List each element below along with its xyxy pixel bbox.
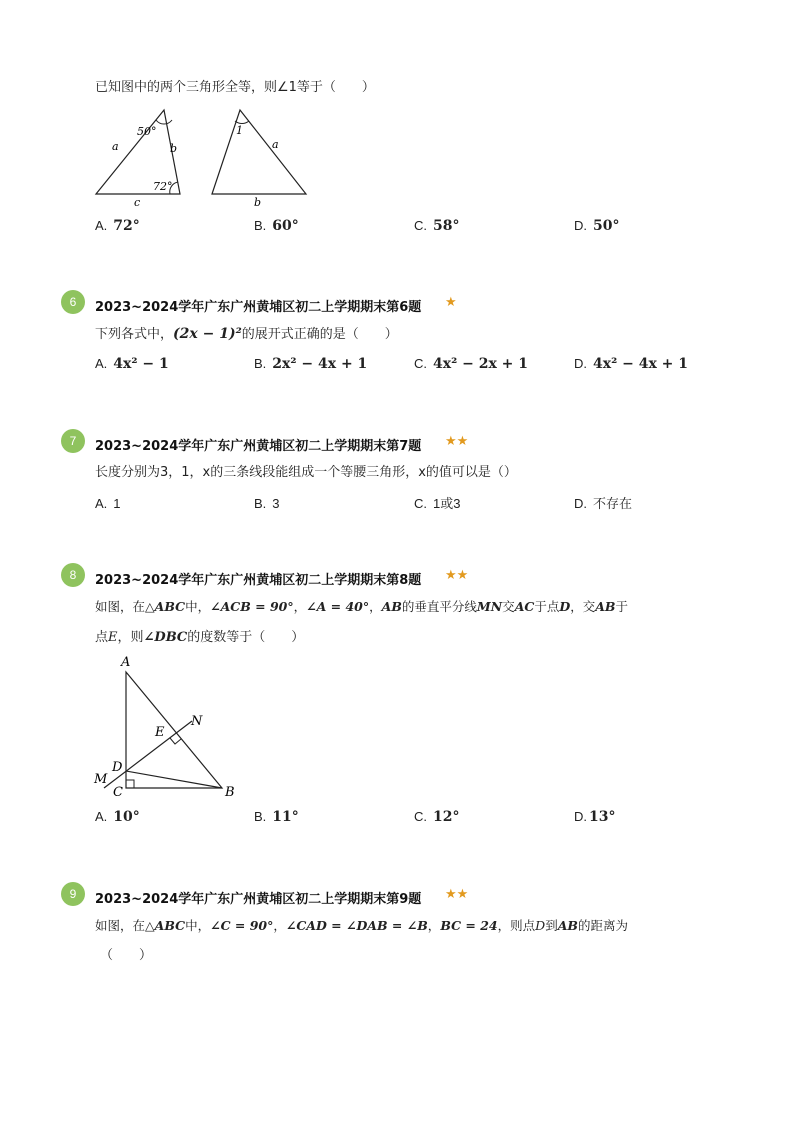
q7-option-c[interactable] <box>414 494 460 515</box>
q5-option-d[interactable] <box>574 216 619 237</box>
option-value: 50° <box>593 218 620 234</box>
option-letter: D. <box>574 496 587 511</box>
q8-option-b[interactable] <box>254 807 299 828</box>
option-letter: B. <box>254 356 267 371</box>
stem-math: ∠C = 90° <box>210 918 274 933</box>
stem-text: ，交 <box>570 599 596 614</box>
q7-option-a[interactable] <box>95 494 121 515</box>
q6-stem <box>95 324 398 345</box>
q9-stem-line1 <box>95 916 628 936</box>
stem-math: (2x − 1)² <box>173 326 242 342</box>
option-letter: C. <box>414 496 427 511</box>
stem-math: ∠A = 40° <box>306 599 370 614</box>
q8-label-c: C <box>113 785 123 800</box>
stem-math: D <box>559 599 571 614</box>
q5-right-triangle <box>212 110 306 194</box>
option-value: 不存在 <box>593 496 633 511</box>
option-value: 72° <box>113 218 140 234</box>
q8-option-c[interactable] <box>414 807 459 828</box>
stem-text: ，则点 <box>497 918 536 933</box>
option-letter: D. <box>574 218 587 233</box>
stem-text: 的垂直平分线 <box>401 599 477 614</box>
q5-label-c-left: c <box>134 196 141 209</box>
option-value: 2x² − 4x + 1 <box>272 356 368 372</box>
stem-text: 交 <box>502 599 515 614</box>
stem-text: ， <box>369 599 382 614</box>
stem-math: ∠ACB = 90° <box>210 599 294 614</box>
q5-option-c[interactable] <box>414 216 459 237</box>
q8-label-n: N <box>191 714 203 729</box>
option-value: 12° <box>433 809 460 825</box>
stem-text: 下列各式中， <box>95 327 174 342</box>
option-letter: D. <box>574 809 587 824</box>
stem-text: ， <box>273 918 286 933</box>
q9-number-badge: 9 <box>61 882 85 906</box>
option-letter: A. <box>95 809 108 824</box>
q8-label-d: D <box>112 760 123 775</box>
q8-option-a[interactable] <box>95 807 140 828</box>
stem-math: E <box>108 630 118 645</box>
stem-text: 如图，在△ <box>95 918 155 933</box>
q6-option-a[interactable] <box>95 354 169 375</box>
q8-label-m: M <box>94 772 108 787</box>
option-letter: A. <box>95 218 108 233</box>
q6-option-c[interactable] <box>414 354 528 375</box>
option-letter: D. <box>574 356 587 371</box>
stem-math: AB <box>595 599 616 614</box>
option-value: 10° <box>113 809 140 825</box>
stem-text: ， <box>427 918 441 933</box>
stem-text: 于点 <box>534 599 560 614</box>
stem-math: ABC <box>154 918 186 933</box>
q8-stem-line2 <box>95 628 304 648</box>
option-value: 1 <box>113 496 121 511</box>
q5-label-b-left: b <box>170 142 178 155</box>
q6-difficulty-stars: ★ <box>445 295 457 310</box>
q5-stem: 已知图中的两个三角形全等，则∠1等于（ ） <box>95 80 375 95</box>
option-letter: A. <box>95 356 108 371</box>
option-value: 58° <box>433 218 460 234</box>
stem-math: AB <box>557 918 578 933</box>
stem-math: BC = 24 <box>440 918 498 933</box>
q8-line-mn <box>104 721 192 788</box>
option-value: 60° <box>272 218 299 234</box>
option-letter: B. <box>254 218 267 233</box>
q5-left-top-angle-arc <box>156 120 172 124</box>
stem-text: 到 <box>545 918 558 933</box>
option-value: 4x² − 2x + 1 <box>433 356 529 372</box>
q9-stem-line2: （ ） <box>100 948 153 963</box>
q7-option-b[interactable] <box>254 494 280 515</box>
q8-label-e: E <box>155 725 165 740</box>
option-letter: C. <box>414 218 427 233</box>
q5-triangles-figure <box>90 102 320 210</box>
q8-triangle-figure <box>88 650 248 800</box>
q8-right-angle-c <box>126 780 134 788</box>
stem-text: 中， <box>185 599 211 614</box>
q8-right-angle-e <box>170 738 181 744</box>
stem-math: AB <box>381 599 402 614</box>
stem-text: 中， <box>185 918 211 933</box>
q6-option-b[interactable] <box>254 354 367 375</box>
option-letter: B. <box>254 496 267 511</box>
stem-math: ABC <box>154 599 186 614</box>
option-value: 13° <box>589 809 616 825</box>
q8-stem-line1 <box>95 597 628 617</box>
q8-option-d[interactable] <box>574 807 615 828</box>
q5-option-b[interactable] <box>254 216 299 237</box>
option-value: 11° <box>272 809 299 825</box>
option-letter: C. <box>414 809 427 824</box>
q6-option-d[interactable] <box>574 354 688 375</box>
stem-text: 于 <box>615 599 629 614</box>
q5-label-50: 50° <box>137 125 157 138</box>
q8-source-title: 2023~2024学年广东广州黄埔区初二上学期期末第8题 <box>95 573 422 588</box>
stem-math: MN <box>476 599 503 614</box>
q6-number-badge: 6 <box>61 290 85 314</box>
q5-label-b-right: b <box>254 196 262 209</box>
q9-source-title: 2023~2024学年广东广州黄埔区初二上学期期末第9题 <box>95 892 422 907</box>
q7-difficulty-stars: ★★ <box>445 434 469 449</box>
stem-text: ，则 <box>117 630 144 645</box>
stem-math: ∠CAD = ∠DAB = ∠B <box>285 918 428 933</box>
stem-text: 的展开式正确的是（ ） <box>241 327 398 342</box>
stem-text: ， <box>293 599 307 614</box>
q5-option-a[interactable] <box>95 216 140 237</box>
q7-number-badge: 7 <box>61 429 85 453</box>
q8-number-badge: 8 <box>61 563 85 587</box>
stem-math: D <box>535 918 546 933</box>
q5-label-a-left: a <box>112 140 119 153</box>
stem-math: AC <box>514 599 535 614</box>
q7-option-d[interactable] <box>574 494 632 515</box>
stem-text: 的度数等于（ ） <box>187 630 305 645</box>
q5-label-1: 1 <box>236 124 243 137</box>
stem-math: ∠DBC <box>143 630 188 645</box>
q5-label-a-right: a <box>272 138 279 151</box>
stem-text: 点 <box>95 630 109 645</box>
q8-segment-db <box>126 771 222 788</box>
option-value: 3 <box>272 496 280 511</box>
option-value: 4x² − 4x + 1 <box>593 356 689 372</box>
q8-triangle-abc <box>126 672 222 788</box>
q7-source-title: 2023~2024学年广东广州黄埔区初二上学期期末第7题 <box>95 439 422 454</box>
q5-label-72: 72° <box>153 180 173 193</box>
option-value: 1或3 <box>433 496 461 511</box>
option-letter: A. <box>95 496 108 511</box>
q8-difficulty-stars: ★★ <box>445 568 469 583</box>
q8-label-b: B <box>225 785 235 800</box>
q8-label-a: A <box>121 655 131 670</box>
option-letter: B. <box>254 809 267 824</box>
q6-source-title: 2023~2024学年广东广州黄埔区初二上学期期末第6题 <box>95 300 422 315</box>
option-letter: C. <box>414 356 427 371</box>
stem-text: 的距离为 <box>577 918 628 933</box>
option-value: 4x² − 1 <box>113 356 169 372</box>
q7-stem: 长度分别为3，1，x的三条线段能组成一个等腰三角形，x的值可以是（） <box>95 465 517 480</box>
stem-text: 如图，在△ <box>95 599 155 614</box>
q9-difficulty-stars: ★★ <box>445 887 469 902</box>
